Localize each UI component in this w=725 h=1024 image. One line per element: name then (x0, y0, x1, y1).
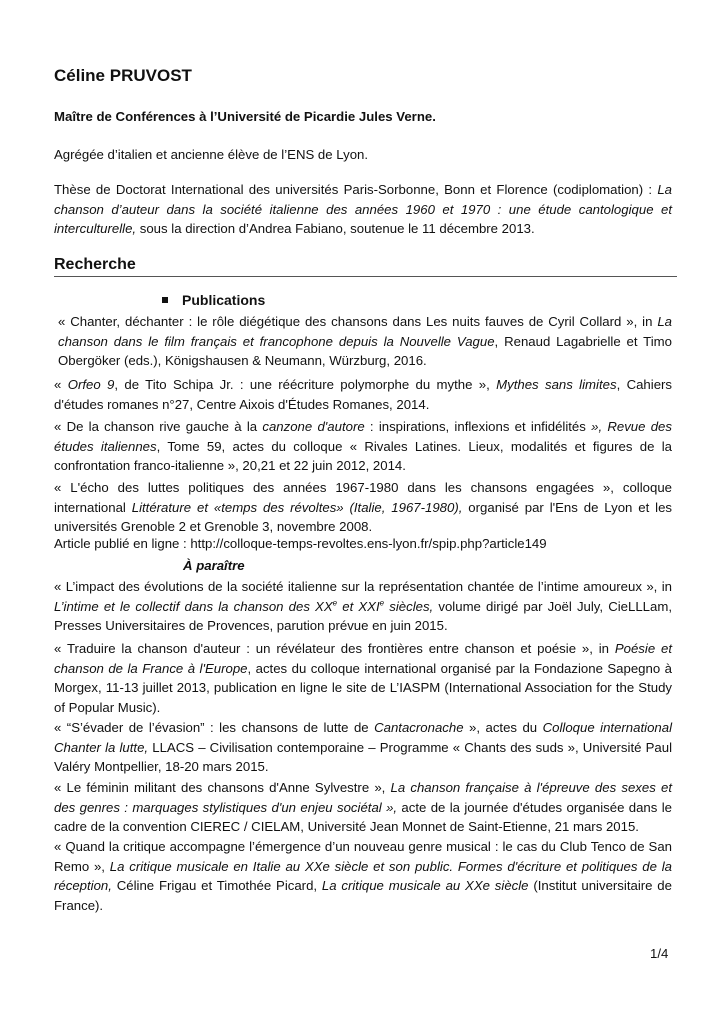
upcoming-text: LLACS – Civilisation contemporaine – Programme « Chants des suds », Université Paul Valéry Montpellier, 18-20 mars 2015. (54, 739, 672, 774)
upcoming-title: Colloque international Chanter la lutte, (54, 720, 672, 755)
upcoming-item (54, 778, 672, 837)
agregation-line: Agrégée d’italien et ancienne élève de l’ENS de Lyon. (54, 147, 369, 162)
publication-title: Littérature et «temps des révoltes» (Italie, 1967-1980), (131, 499, 463, 515)
publication-text: « Chanter, déchanter : le rôle diégétique des chansons dans Les nuits fauves de Cyril Collard », in (58, 314, 658, 329)
section-heading-recherche: Recherche (54, 256, 136, 273)
upcoming-text: acte de la journée d'études organisée dans le cadre de la convention CIEREC / CIELAM, Université Jean Monnet de Saint-Etienne, 21 mars 2015. (54, 799, 672, 834)
upcoming-text: , actes du colloque international organisé par la Fondazione Sapegno à Morgex, 11-13 juillet 2013, publication en ligne le site de L’IASPM (International Association for the Study of Popular Music). (54, 660, 672, 715)
publication-item (54, 417, 672, 476)
publication-text: « L'écho des luttes politiques des années 1967-1980 dans les chansons engagées », colloque international (54, 480, 672, 515)
upcoming-title: La critique musicale au XXe siècle (321, 878, 529, 893)
upcoming-title-part: et XXI (337, 598, 380, 614)
upcoming-title: Cantacronache (374, 720, 464, 735)
upcoming-title: Poésie et chanson de la France à l'Europe (54, 641, 672, 676)
publication-online-link[interactable]: Article publié en ligne : http://colloque-temps-revoltes.ens-lyon.fr/spip.php?article149 (54, 536, 547, 551)
these-direction: sous la direction d’Andrea Fabiano, soutenue le 11 décembre 2013. (136, 221, 535, 236)
publication-text: , Renaud Lagabrielle et Timo Obergöker (eds.), Königshausen & Neumann, Würzburg, 2016. (58, 333, 672, 368)
publication-title: La chanson dans le film français et francophone depuis la Nouvelle Vague (58, 314, 672, 349)
upcoming-text: « Traduire la chanson d'auteur : un révélateur des frontières entre chanson et poésie », in (54, 641, 615, 656)
upcoming-text: « Le féminin militant des chansons d'Anne Sylvestre », (54, 780, 391, 795)
upcoming-text: », actes du (463, 720, 543, 735)
upcoming-item (54, 577, 672, 636)
upcoming-item (54, 837, 672, 915)
position-title: Maître de Conférences à l’Université de Picardie Jules Verne. (54, 109, 436, 124)
publication-title: Mythes sans limites (496, 377, 617, 392)
upcoming-item (54, 718, 672, 777)
superscript: e (379, 598, 385, 608)
publication-title: », Revue des études italiennes (54, 419, 672, 454)
section-divider (54, 276, 677, 277)
upcoming-title (54, 599, 433, 614)
upcoming-title: La critique musicale en Italie au XXe siècle et son public. Formes d'écriture et politiques de la réception, (54, 858, 672, 893)
upcoming-text: « “S’évader de l’évasion” : les chansons de lutte de (54, 720, 375, 735)
publication-item (54, 478, 672, 537)
upcoming-title-part: siècles, (384, 598, 434, 614)
upcoming-item (54, 639, 672, 717)
publications-heading-label: Publications (182, 292, 266, 308)
upcoming-text: (Institut universitaire de France). (54, 878, 672, 913)
a-paraitre-heading: À paraître (183, 558, 245, 573)
upcoming-text: « L’impact des évolutions de la société italienne sur la représentation chantée de l’intime amoureux », in (54, 579, 672, 594)
upcoming-text: « Quand la critique accompagne l’émergence d’un nouveau genre musical : le cas du Club Tenco de San Remo », (54, 839, 672, 874)
these-title: La chanson d’auteur dans la société italienne des années 1960 et 1970 : une étude cantologique et interculturelle, (54, 182, 672, 236)
upcoming-title-part: L’intime et le collectif dans la chanson des XX (54, 598, 333, 614)
these-paragraph (54, 180, 672, 239)
publication-text: : inspirations, inflexions et infidélités (364, 419, 592, 434)
publication-text: , Cahiers d'études romanes n°27, Centre Aixois d'Études Romanes, 2014. (54, 377, 673, 412)
publication-text: , de Tito Schipa Jr. : une réécriture polymorphe du mythe », (114, 377, 497, 392)
publication-title: canzone d'autore (262, 419, 365, 434)
square-bullet-icon (162, 297, 168, 303)
publication-title: Orfeo 9 (67, 377, 115, 392)
author-name: Céline PRUVOST (54, 66, 192, 85)
upcoming-text: volume dirigé par Joël July, CieLLLam, Presses Universitaires de Provences, parution prévue en juin 2015. (54, 598, 673, 633)
publication-item (54, 375, 672, 414)
publication-text: , Tome 59, actes du colloque « Rivales Latines. Lieux, modalités et figures de la confrontation franco-italienne », 20,21 et 22 juin 2012, 2014. (54, 438, 672, 473)
publications-heading (162, 292, 265, 308)
publication-text: « De la chanson rive gauche à la (54, 419, 263, 434)
superscript: e (332, 598, 338, 608)
page-number: 1/4 (650, 946, 669, 961)
publication-item (58, 312, 672, 371)
upcoming-text: Céline Frigau et Timothée Picard, (111, 878, 322, 893)
these-intro: Thèse de Doctorat International des universités Paris-Sorbonne, Bonn et Florence (codiplomation) : (54, 182, 653, 197)
publication-text: « (54, 377, 68, 392)
upcoming-title: La chanson française à l'épreuve des sexes et des genres : marquages stylistiques d'un enjeu sociétal », (54, 780, 672, 815)
publication-text: organisé par l'Ens de Lyon et les universités Grenoble 2 et Grenoble 3, novembre 2008. (54, 499, 672, 534)
